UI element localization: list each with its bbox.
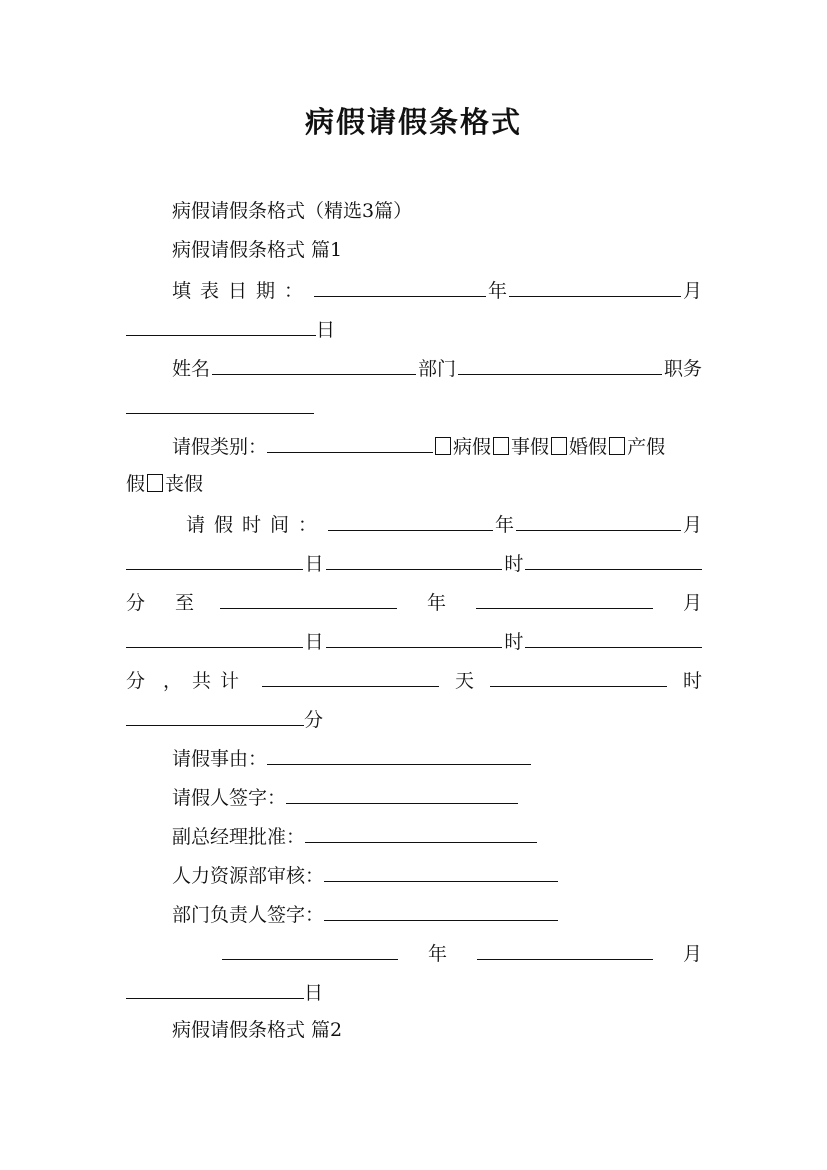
leave-time-row-3 [126, 586, 702, 616]
fill-date-row-2 [126, 313, 702, 343]
leave-type-row [172, 430, 702, 460]
leave-time-row-2 [126, 547, 702, 577]
start-day-blank[interactable] [126, 547, 303, 570]
applicant-sign-blank[interactable] [286, 781, 518, 804]
leave-type-label: 请假类别： [172, 436, 268, 458]
fill-date-month-label: 月 [683, 280, 703, 302]
start-hour-blank[interactable] [326, 547, 503, 570]
leave-time-row [186, 508, 702, 538]
to-label: 至 [175, 592, 195, 614]
leave-time-row-6 [126, 703, 702, 733]
reason-label: 请假事由： [172, 748, 268, 770]
personal-leave-label: 事假 [511, 436, 550, 458]
sign-year-blank[interactable] [222, 937, 398, 960]
sick-leave-checkbox[interactable] [435, 437, 451, 455]
leave-time-row-5 [126, 664, 702, 694]
sign-day-label: 日 [304, 982, 324, 1004]
applicant-sign-label: 请假人签字： [172, 787, 287, 809]
person-row [172, 352, 702, 382]
hr-review-label: 人力资源部审核： [172, 865, 325, 887]
position-label: 职务 [664, 358, 703, 380]
dept-blank[interactable] [458, 352, 662, 375]
name-blank[interactable] [212, 352, 416, 375]
fill-date-year-label: 年 [488, 280, 508, 302]
start-day-label: 日 [304, 553, 324, 575]
fill-date-label: 填表日期： [172, 280, 313, 302]
fill-date-month-blank[interactable] [509, 274, 681, 297]
maternity-leave-checkbox[interactable] [609, 437, 625, 455]
hr-review-row [172, 859, 702, 889]
start-month-label: 月 [683, 514, 703, 536]
position-blank[interactable] [126, 391, 314, 414]
dept-label: 部门 [418, 358, 457, 380]
end-month-label: 月 [682, 592, 702, 614]
sign-date-row-2 [126, 976, 702, 1006]
dept-head-sign-blank[interactable] [324, 898, 558, 921]
leave-type-blank[interactable] [267, 430, 433, 453]
sign-date-row [222, 937, 702, 967]
vp-approve-blank[interactable] [305, 820, 537, 843]
hours-label: 时 [683, 670, 703, 692]
days-label: 天 [455, 670, 475, 692]
leave-type-wrap-char: 假 [126, 473, 146, 495]
comma: ， [163, 670, 183, 692]
leave-time-row-4 [126, 625, 702, 655]
personal-leave-checkbox[interactable] [493, 437, 509, 455]
leave-time-label: 请假时间： [186, 514, 327, 536]
end-day-blank[interactable] [126, 625, 303, 648]
fill-date-row [172, 274, 702, 304]
total-minutes-blank[interactable] [126, 703, 304, 726]
start-year-blank[interactable] [328, 508, 493, 531]
end-year-label: 年 [427, 592, 447, 614]
fill-date-year-blank[interactable] [314, 274, 486, 297]
start-month-blank[interactable] [516, 508, 681, 531]
fill-date-day-blank[interactable] [126, 313, 316, 336]
start-hour-label: 时 [504, 553, 524, 575]
sign-day-blank[interactable] [126, 976, 304, 999]
total-label: 共计 [192, 670, 249, 692]
sign-year-label: 年 [427, 943, 447, 965]
end-minute-blank[interactable] [525, 625, 702, 648]
fill-date-day-label: 日 [316, 319, 336, 341]
dept-head-sign-label: 部门负责人签字： [172, 904, 325, 926]
end-day-label: 日 [304, 631, 324, 653]
dept-head-sign-row [172, 898, 702, 928]
marriage-leave-label: 婚假 [569, 436, 608, 458]
marriage-leave-checkbox[interactable] [551, 437, 567, 455]
subtitle: 病假请假条格式（精选3篇） [172, 200, 413, 222]
end-month-blank[interactable] [476, 586, 653, 609]
total-days-blank[interactable] [262, 664, 439, 687]
maternity-leave-label: 产假 [627, 436, 666, 458]
article-1-heading: 病假请假条格式 篇1 [172, 239, 343, 261]
vp-approve-label: 副总经理批准： [172, 826, 306, 848]
end-minute-label: 分 [126, 670, 146, 692]
article-2-heading: 病假请假条格式 篇2 [172, 1019, 343, 1041]
page-title: 病假请假条格式 [304, 105, 522, 139]
total-hours-blank[interactable] [490, 664, 667, 687]
applicant-sign-row [172, 781, 702, 811]
start-minute-label: 分 [126, 592, 146, 614]
leave-type-row-2 [126, 469, 702, 499]
sick-leave-label: 病假 [453, 436, 492, 458]
reason-blank[interactable] [267, 742, 531, 765]
end-hour-blank[interactable] [326, 625, 503, 648]
reason-row [172, 742, 702, 772]
bereavement-leave-label: 丧假 [165, 473, 204, 495]
person-row-2 [126, 391, 702, 421]
sign-month-label: 月 [682, 943, 702, 965]
end-hour-label: 时 [504, 631, 524, 653]
name-label: 姓名 [172, 358, 211, 380]
hr-review-blank[interactable] [324, 859, 558, 882]
vp-approve-row [172, 820, 702, 850]
start-minute-blank[interactable] [525, 547, 702, 570]
minutes-label: 分 [304, 709, 324, 731]
start-year-label: 年 [495, 514, 515, 536]
end-year-blank[interactable] [220, 586, 397, 609]
sign-month-blank[interactable] [477, 937, 653, 960]
bereavement-leave-checkbox[interactable] [147, 474, 163, 492]
